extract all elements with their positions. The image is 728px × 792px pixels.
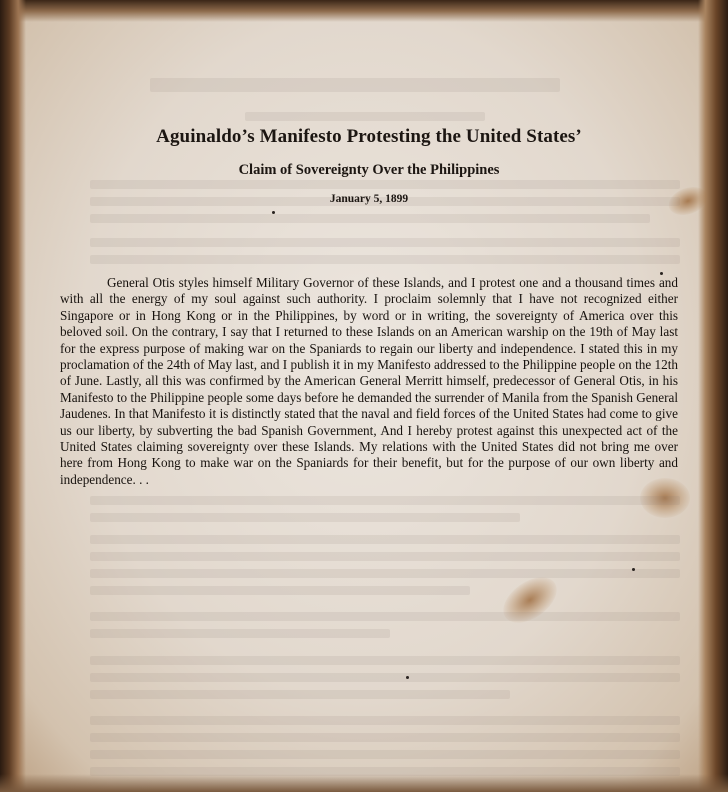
speck	[632, 568, 635, 571]
document-date: January 5, 1899	[329, 193, 409, 205]
manifesto-body: General Otis styles himself Military Governor of these Islands, and I protest one and a thousand times and with all the energy of my soul against such authority. I proclaim solemnly that I have not recognized either Singapore or in Hong Kong or in the Philippines, by word or in writing, the sovereignty of America over this beloved soil. On the contrary, I say that I returned to these Islands on an American warship on the 19th of May last for the express purpose of making war on the Spaniards to regain our liberty and independence. I stated this in my proclamation of the 24th of May last, and I publish it in my Manifesto addressed to the Philippine people on the 12th of June. Lastly, all this was confirmed by the American General Merritt himself, predecessor of General Otis, in his Manifesto to the Philippine people some days before he demanded the surrender of Manila from the Spanish General Jaudenes. In that Manifesto it is distinctly stated that the naval and field forces of the United States had come to give us our liberty, by subverting the bad Spanish Government, And I hereby protest against this unexpected act of the United States claiming sovereignty over these Islands. My relations with the United States did not bring me over here from Hong Kong to make war on the Spaniards for their benefit, but for the purpose of our own liberty and independence. . .	[60, 275, 678, 487]
burnt-top-edge	[0, 0, 728, 22]
burnt-left-edge	[0, 0, 26, 792]
document-subtitle: Claim of Sovereignty Over the Philippines	[238, 162, 500, 178]
worn-bottom-edge	[0, 774, 728, 792]
manifesto-content	[60, 120, 678, 488]
document-title: Aguinaldo’s Manifesto Protesting the United States’	[156, 126, 582, 147]
speck	[406, 676, 409, 679]
burnt-right-edge	[698, 0, 728, 792]
